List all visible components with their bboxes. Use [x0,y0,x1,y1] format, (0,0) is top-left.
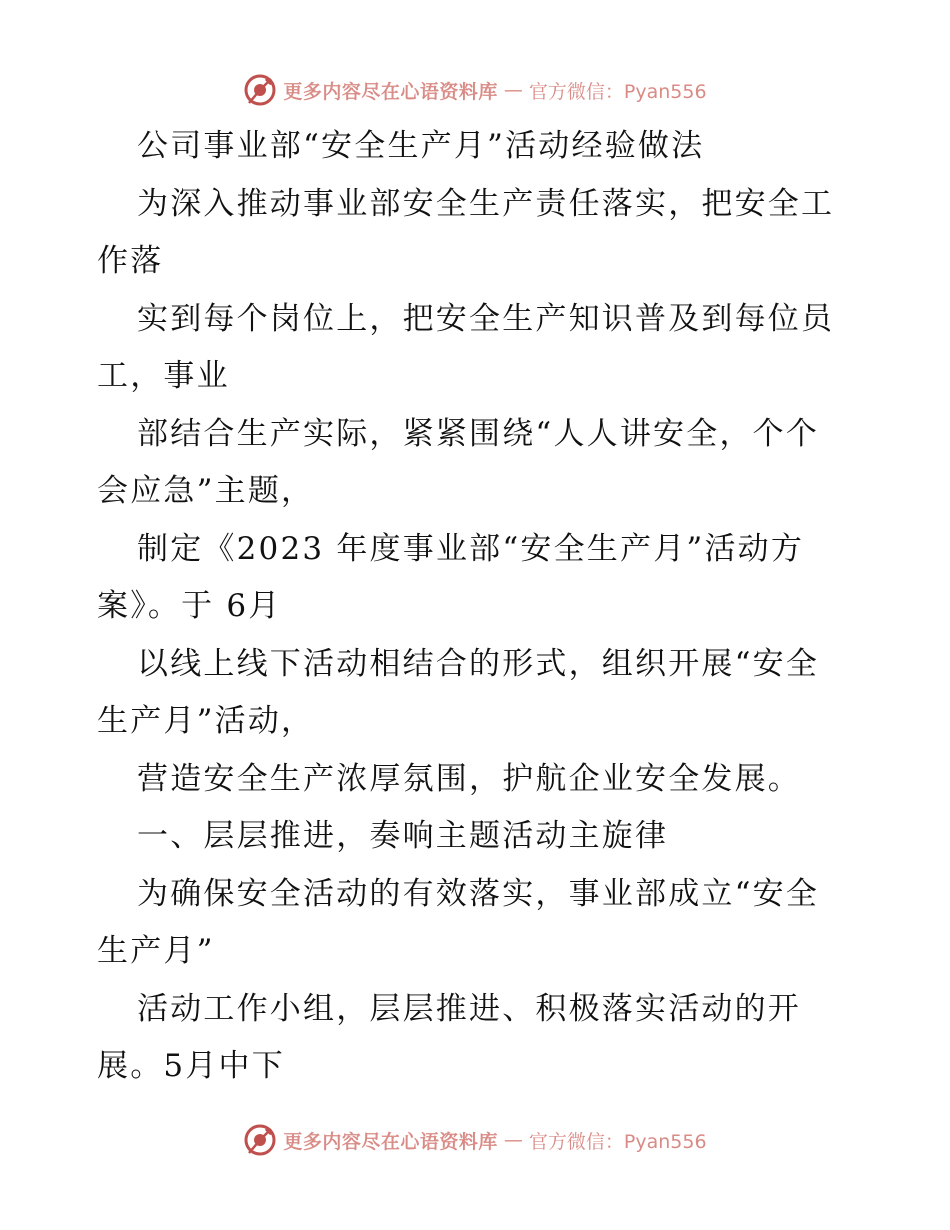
text-line: 案》。于 6月 [97,588,282,624]
banner-title: 更多内容尽在心语资料库 [283,80,498,103]
banner-separator: — [503,1129,523,1151]
header-banner [0,68,950,112]
pen-logo-icon [243,1123,277,1157]
text-line: 实到每个岗位上，把安全生产知识普及到每位员 [137,300,835,337]
pen-logo-icon [243,73,277,107]
banner-wechat: 官方微信：Pyan556 [528,80,707,103]
text-line: 以线上线下活动相结合的形式，组织开展“安全 [137,645,820,682]
text-line: 一、层层推进，奏响主题活动主旋律 [137,818,669,854]
text-line: 营造安全生产浓厚氛围，护航企业安全发展。 [137,760,801,797]
text-line: 展。5月中下 [97,1048,285,1084]
text-line: 制定《2023 年度事业部“安全生产月”活动方 [137,530,805,567]
banner-title: 更多内容尽在心语资料库 [283,1130,498,1153]
text-line: 作落 [97,243,164,279]
text-line: 会应急”主题， [97,473,315,509]
text-line: 为确保安全活动的有效落实，事业部成立“安全 [137,875,820,912]
text-line: 活动工作小组，层层推进、积极落实活动的开 [137,990,801,1027]
text-line: 工，事业 [97,358,230,394]
document-body [97,118,867,1096]
text-line: 公司事业部“安全生产月”活动经验做法 [137,128,705,164]
footer-banner [0,1118,950,1162]
text-line: 部结合生产实际，紧紧围绕“人人讲安全，个个 [137,415,820,452]
text-line: 为深入推动事业部安全生产责任落实，把安全工 [137,185,835,222]
banner-wechat: 官方微信：Pyan556 [528,1130,707,1153]
banner-separator: — [503,79,523,101]
text-line: 生产月”活动， [97,703,315,739]
text-line: 生产月” [97,933,215,969]
